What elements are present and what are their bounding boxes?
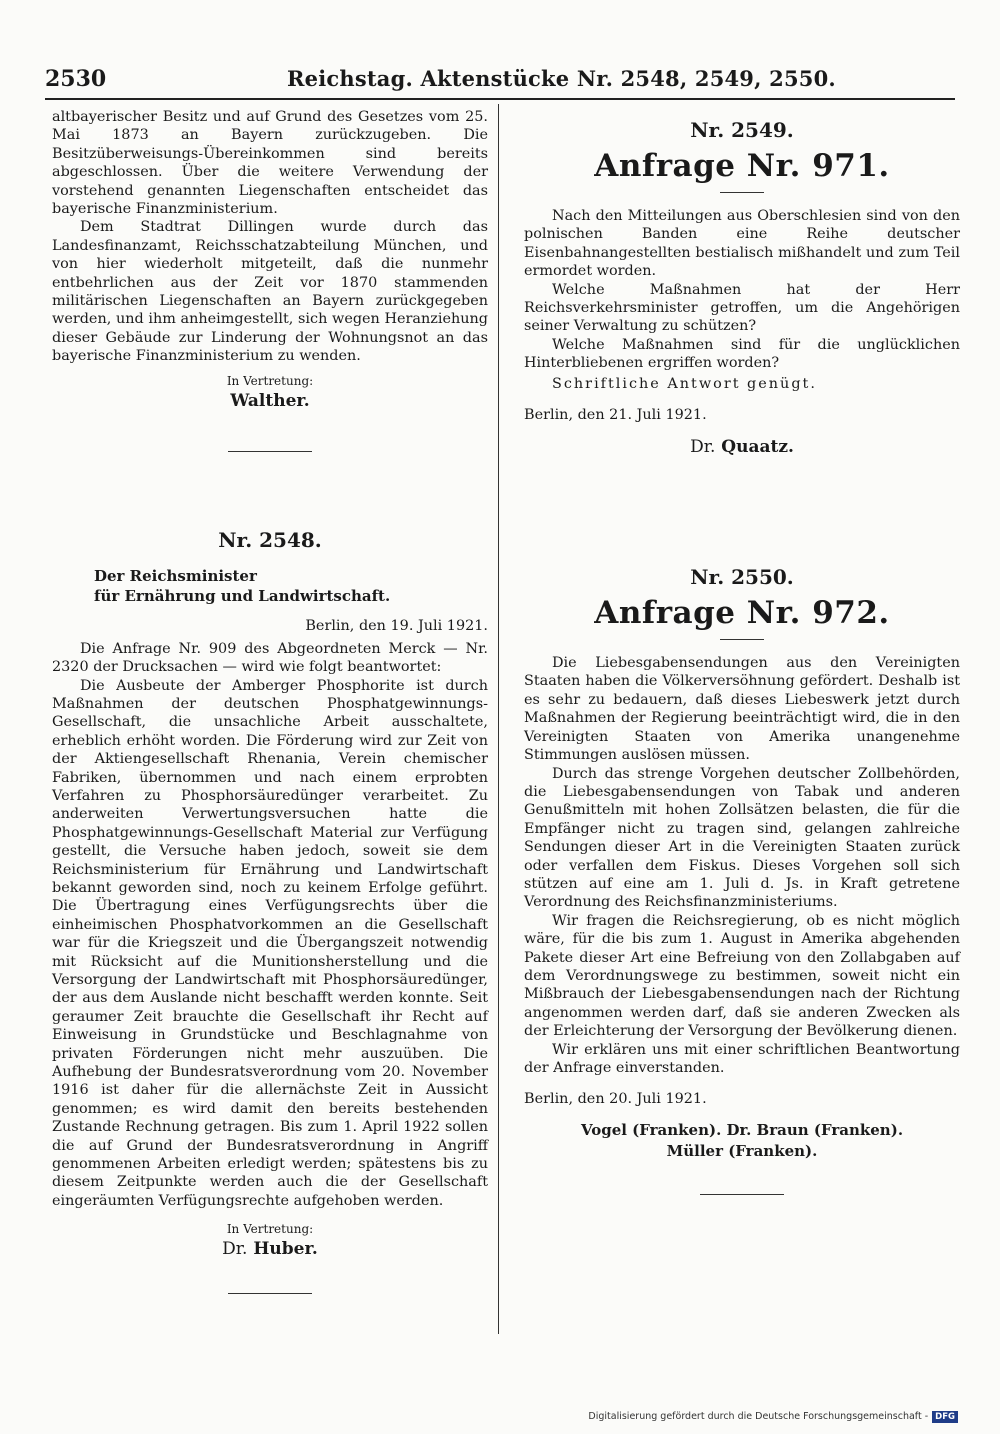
document-number: Nr. 2550. <box>690 565 794 590</box>
continuation-paragraph: altbayerischer Besitz und auf Grund des Gesetzes vom 25. Mai 1873 an Bayern zurückzugeben. Die Besitzüberweisungs-Übereinkommen sind bereits abgeschlossen. Über die weitere Verwendung der vorstehend genannten Liegenschaften entscheidet das bayerische Finanzministerium. <box>52 109 488 218</box>
digitization-footer <box>588 1411 958 1423</box>
anfrage-title: Anfrage Nr. 971. <box>594 148 890 184</box>
running-title: Reichstag. Aktenstücke Nr. 2548, 2549, 2550. <box>287 66 836 91</box>
section-separator <box>228 451 312 452</box>
intro-paragraph: Die Anfrage Nr. 909 des Abgeordneten Merck — Nr. 2320 der Drucksachen — wird wie folgt beantwortet: <box>52 640 488 676</box>
dfg-logo: DFG <box>932 1411 958 1423</box>
signature-prefix: Dr. <box>222 1239 248 1260</box>
closing-paragraph: Wir erklären uns mit einer schriftlichen Beantwortung der Anfrage einverstanden. <box>524 1041 960 1076</box>
document-number: Nr. 2548. <box>218 527 322 552</box>
signature-name: Huber. <box>253 1239 318 1260</box>
anfrage-paragraph: Die Liebesgabensendungen aus den Vereinigten Staaten haben die Völkerversöhnung gefördert. Deshalb ist es sehr zu bedauern, daß dieses Liebeswerk jetzt durch Maßnahmen der Regierung beeinträchtigt wird, die in den Vereinigten Staaten von Amerika unangenehme Stimmungen auslösen müssen. <box>524 655 960 764</box>
title-rule <box>720 639 764 640</box>
ministry-heading <box>52 566 488 606</box>
title-rule <box>720 192 764 193</box>
anfrage-paragraph: Wir fragen die Reichsregierung, ob es nicht möglich wäre, für die bis zum 1. August in Amerika abgehenden Pakete dieser Art eine Befreiung von den Zollabgaben auf dem Verordnungswege zu bestimmen, soweit nicht ein Mißbrauch der Liebesgabensendungen nach der Richtung angenommen werden darf, daß sie anderen Zwecken als der Erleichterung der Versorgung der Bevölkerung dienen. <box>524 912 960 1040</box>
section-separator <box>700 1194 784 1195</box>
ministry-line: für Ernährung und Landwirtschaft. <box>94 586 391 605</box>
signatories-line: Müller (Franken). <box>666 1142 818 1161</box>
signatories-line: Vogel (Franken). Dr. Braun (Franken). <box>580 1121 904 1140</box>
dateline: Berlin, den 19. Juli 1921. <box>305 617 488 634</box>
right-column <box>524 108 960 1195</box>
signature-name: Walther. <box>230 390 310 411</box>
ministry-line: Der Reichsminister <box>94 566 257 585</box>
continuation-paragraph: Dem Stadtrat Dillingen wurde durch das Landesfinanzamt, Reichsschatzabteilung München, und von hier wiederholt mitgeteilt, daß die nunmehr entbehrlichen aus der Zeit vor 1870 stammenden militärischen Liegenschaften an Bayern zurückgegeben werden, und ihm anheimgestellt, sich wegen Heranziehung dieser Gebäude zur Linderung der Wohnungsnot an das bayerische Finanzministerium zu wenden. <box>52 219 488 365</box>
answer-note: Schriftliche Antwort genügt. <box>552 375 817 392</box>
left-column <box>52 108 488 1294</box>
header-rule <box>45 98 955 100</box>
signature-label: In Vertretung: <box>226 1222 314 1237</box>
column-divider <box>498 104 499 1334</box>
signature-prefix: Dr. <box>690 437 716 458</box>
signature-name: Quaatz. <box>721 437 794 458</box>
anfrage-paragraph: Welche Maßnahmen sind für die unglücklichen Hinterbliebenen ergriffen worden? <box>524 336 960 372</box>
anfrage-paragraph: Nach den Mitteilungen aus Oberschlesien sind von den polnischen Banden eine Reihe deutscher Eisenbahnangestellten bestialisch mißhandelt und zum Teil ermordet worden. <box>524 208 960 280</box>
anfrage-paragraph: Durch das strenge Vorgehen deutscher Zollbehörden, die Liebesgabensendungen von Tabak und anderen Genußmitteln mit hohen Zollsätzen belasten, die für die Empfänger nicht zu tragen sind, gelangen zahlreiche Sendungen dieser Art in die Vereinigten Staaten zurück oder verfallen dem Fiskus. Dieses Vorgehen soll sich stützen auf eine am 1. Juli d. Js. in Kraft getretene Verordnung des Reichsfinanzministeriums. <box>524 765 960 911</box>
signature <box>524 437 960 457</box>
dateline: Berlin, den 20. Juli 1921. <box>524 1091 707 1108</box>
signature <box>52 1239 488 1259</box>
document-number: Nr. 2549. <box>690 118 794 142</box>
dateline: Berlin, den 21. Juli 1921. <box>524 407 707 424</box>
footer-text: Digitalisierung gefördert durch die Deutsche Forschungsgemeinschaft - <box>588 1411 929 1422</box>
section-separator <box>228 1293 312 1294</box>
anfrage-title: Anfrage Nr. 972. <box>594 595 890 632</box>
page-header <box>45 66 955 96</box>
anfrage-paragraph: Welche Maßnahmen hat der Herr Reichsverkehrsminister getroffen, um die Angehörigen seiner Verwaltung zu schützen? <box>524 281 960 335</box>
body-paragraph: Die Ausbeute der Amberger Phosphorite ist durch Maßnahmen der deutschen Phosphatgewinnungs-Gesellschaft, die unsachliche Arbeit ausschaltete, erheblich erhöht worden. Die Förderung wird zur Zeit von der Aktiengesellschaft Rhenania, Verein chemischer Fabriken, übernommen und nach einem erprobten Verfahren zu Phosphorsäuredünger verarbeitet. Zu anderweiten Verwertungsversuchen hatte die Phosphatgewinnungs-Gesellschaft Material zur Verfügung gestellt, die Versuche haben jedoch, soweit sie dem Reichsministerium für Ernährung und Landwirtschaft bekannt geworden sind, noch zu keinem Erfolge geführt. Die Übertragung eines Verfügungsrechts über die einheimischen Phosphatvorkommen an die Gesellschaft war für die Kriegszeit und die Übergangszeit notwendig mit Rücksicht auf die Munitionsherstellung und die Versorgung der Landwirtschaft mit Phosphorsäuredünger, der aus dem Auslande nicht beschafft werden konnte. Seit geraumer Zeit brauchte die Gesellschaft ihr Recht auf Einweisung in Grundstücke und Beschlagnahme von privaten Förderungen nicht mehr auszuüben. Die Aufhebung der Bundesratsverordnung vom 20. November 1916 ist daher für die allernächste Zeit in Aussicht genommen; es wird damit den bereits bestehenden Zustande Rechnung getragen. Bis zum 1. April 1922 sollen die auf Grund der Bundesratsverordnung in Angriff genommenen Arbeiten erledigt werden; spätestens bis zu diesem Zeitpunkte werden auch die der Gesellschaft eingeräumten Verfügungsrechte aufgehoben werden. <box>52 677 488 1209</box>
page-number: 2530 <box>45 66 107 92</box>
signature-label: In Vertretung: <box>226 373 314 388</box>
